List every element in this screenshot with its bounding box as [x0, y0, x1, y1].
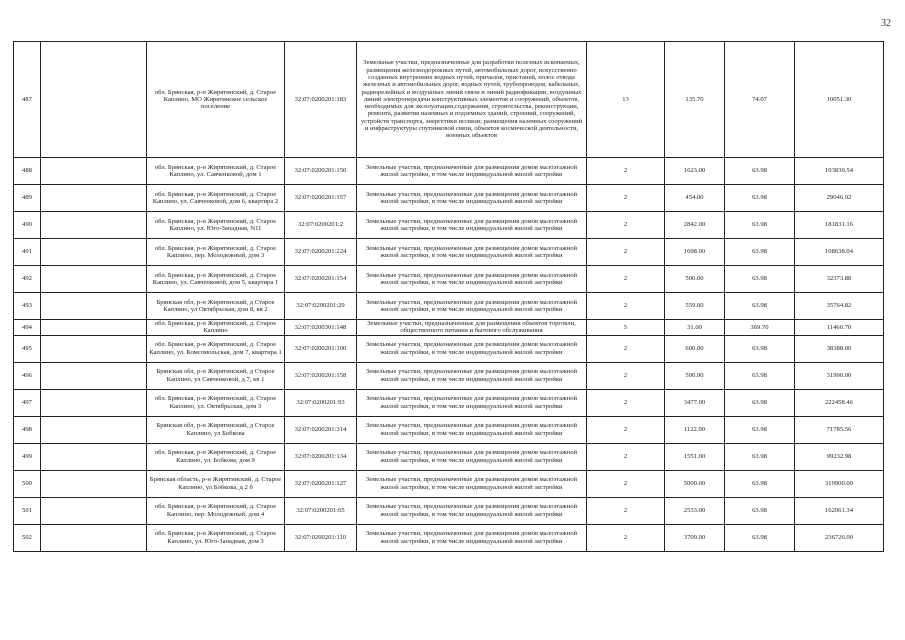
address-cell: Брянская обл, р-н Жирятинский, д Старое Каплино, ул Савченковой, д 7, кв 1: [147, 362, 285, 389]
empty-cell: [41, 443, 147, 470]
unit-value-cell: 63.98: [725, 239, 795, 266]
cadastral-value-cell: 181831.16: [795, 212, 884, 239]
area-cell: 135.70: [665, 42, 725, 158]
unit-value-cell: 63.98: [725, 470, 795, 497]
area-cell: 2842.00: [665, 212, 725, 239]
address-cell: обл. Брянская, р-н Жирятинский, д. Старое Каплино, ул. Юго-Западная, N11: [147, 212, 285, 239]
unit-value-cell: 63.98: [725, 443, 795, 470]
empty-cell: [41, 42, 147, 158]
empty-cell: [41, 497, 147, 524]
area-cell: 454.00: [665, 185, 725, 212]
use-group-cell: 2: [587, 362, 665, 389]
area-cell: 31.00: [665, 320, 725, 336]
row-number-cell: 498: [14, 416, 41, 443]
address-cell: обл. Брянская, р-н Жирятинский, д. Старое Каплино, ул. Юго-Западная, дом 3: [147, 524, 285, 551]
table-body: [14, 42, 884, 552]
unit-value-cell: 63.98: [725, 212, 795, 239]
area-cell: 2533.00: [665, 497, 725, 524]
empty-cell: [41, 335, 147, 362]
address-cell: обл. Брянская, р-н Жирятинский, д. Старое Каплино, ул. Бобкова, дом 9: [147, 443, 285, 470]
row-number-cell: 487: [14, 42, 41, 158]
row-number-cell: 488: [14, 158, 41, 185]
land-use-purpose-cell: Земельные участки, предназначенные для размещения домов малоэтажной жилой застройки, в том числе индивидуальной жилой застройки: [357, 416, 587, 443]
unit-value-cell: 63.98: [725, 497, 795, 524]
cadastral-number-cell: 32:07:0200201:2: [285, 212, 357, 239]
use-group-cell: 2: [587, 443, 665, 470]
land-use-purpose-cell: Земельные участки, предназначенные для размещения домов малоэтажной жилой застройки, в том числе индивидуальной жилой застройки: [357, 266, 587, 293]
land-use-purpose-cell: Земельные участки, предназначенные для размещения домов малоэтажной жилой застройки, в том числе индивидуальной жилой застройки: [357, 362, 587, 389]
row-number-cell: 500: [14, 470, 41, 497]
page-number: 32: [881, 18, 891, 29]
empty-cell: [41, 320, 147, 336]
cadastral-number-cell: 32:07:0200201:127: [285, 470, 357, 497]
table-row: [14, 266, 884, 293]
land-use-purpose-cell: Земельные участки, предназначенные для разработки полезных ископаемых, размещения железнодорожных путей, автомобильных дорог, искусственно созданных внутренних водных путей, причалов, пристаней, полос отвода железных и автомобильных дорог, водных путей, трубопроводов, кабельных, радиорелейных и воздушных линий связи и линий радиофикации, воздушных линий электропередачи конструктивных элементов и сооружений, объектов, необходимых для эксплуатации,содержания, строительства, реконструкции, ремонта, развития наземных и подземных зданий, строений, сооружений, устройств транспорта, энергетики иссвязи; размещения наземных сооружений и инфраструктуры спутниковой связи, объектов космической деятельности, военных объектов: [357, 42, 587, 158]
cadastral-value-cell: 222458.46: [795, 389, 884, 416]
use-group-cell: 2: [587, 185, 665, 212]
land-use-purpose-cell: Земельные участки, предназначенные для размещения домов малоэтажной жилой застройки, в том числе индивидуальной жилой застройки: [357, 158, 587, 185]
area-cell: 500.00: [665, 362, 725, 389]
empty-cell: [41, 362, 147, 389]
unit-value-cell: 63.98: [725, 416, 795, 443]
address-cell: обл. Брянская, р-н Жирятинский, д. Старое Каплино, ул. Октябрьская, дом 3: [147, 389, 285, 416]
use-group-cell: 2: [587, 266, 665, 293]
area-cell: 1623.00: [665, 158, 725, 185]
address-cell: Брянская область, р-н Жирятинский, д. Старое Каплино, ул Бобкова, д 2 б: [147, 470, 285, 497]
address-cell: обл. Брянская, р-н Жирятинский, д. Старое Каплино, ул. Комсомольская, дом 7, квартира 1: [147, 335, 285, 362]
area-cell: 559.00: [665, 293, 725, 320]
land-use-purpose-cell: Земельные участки, предназначенные для размещения домов малоэтажной жилой застройки, в том числе индивидуальной жилой застройки: [357, 497, 587, 524]
area-cell: 1122.00: [665, 416, 725, 443]
cadastral-value-cell: 11460.70: [795, 320, 884, 336]
use-group-cell: 13: [587, 42, 665, 158]
row-number-cell: 492: [14, 266, 41, 293]
unit-value-cell: 63.98: [725, 335, 795, 362]
cadastral-number-cell: 32:07:0200201:134: [285, 443, 357, 470]
cadastral-value-cell: 162061.34: [795, 497, 884, 524]
empty-cell: [41, 239, 147, 266]
empty-cell: [41, 524, 147, 551]
cadastral-number-cell: 32:07:0200201:158: [285, 362, 357, 389]
address-cell: обл. Брянская, р-н Жирятинский, д. Старое Каплино: [147, 320, 285, 336]
address-cell: обл. Брянская, р-н Жирятинский, д. Старое Каплино, ул. Савченковой, дом 1: [147, 158, 285, 185]
cadastral-number-cell: 32:07:0200201:65: [285, 497, 357, 524]
cadastral-value-cell: 103839.54: [795, 158, 884, 185]
table-row: [14, 497, 884, 524]
cadastral-number-cell: 32:07:0200201:224: [285, 239, 357, 266]
use-group-cell: 2: [587, 524, 665, 551]
use-group-cell: 2: [587, 239, 665, 266]
unit-value-cell: 63.98: [725, 293, 795, 320]
area-cell: 3700.00: [665, 524, 725, 551]
use-group-cell: 2: [587, 416, 665, 443]
cadastral-number-cell: 32:07:0200201:314: [285, 416, 357, 443]
cadastral-number-cell: 32:07:0200201:183: [285, 42, 357, 158]
row-number-cell: 499: [14, 443, 41, 470]
row-number-cell: 495: [14, 335, 41, 362]
unit-value-cell: 369.70: [725, 320, 795, 336]
area-cell: 1698.00: [665, 239, 725, 266]
address-cell: обл. Брянская, р-н Жирятинский, д. Старое Каплино, МО Жирятинское сельское поселение: [147, 42, 285, 158]
unit-value-cell: 63.98: [725, 266, 795, 293]
row-number-cell: 502: [14, 524, 41, 551]
table-row: [14, 389, 884, 416]
empty-cell: [41, 389, 147, 416]
cadastral-number-cell: 32:07:0200301:148: [285, 320, 357, 336]
land-use-purpose-cell: Земельные участки, предназначенные для размещения домов малоэтажной жилой застройки, в том числе индивидуальной жилой застройки: [357, 212, 587, 239]
cadastral-number-cell: 32:07:0200201:154: [285, 266, 357, 293]
cadastral-number-cell: 32:07:0200201:150: [285, 158, 357, 185]
land-use-purpose-cell: Земельные участки, предназначенные для размещения объектов торговли, общественного питания и бытового обслуживания: [357, 320, 587, 336]
land-use-purpose-cell: Земельные участки, предназначенные для размещения домов малоэтажной жилой застройки, в том числе индивидуальной жилой застройки: [357, 524, 587, 551]
use-group-cell: 2: [587, 389, 665, 416]
unit-value-cell: 63.98: [725, 362, 795, 389]
empty-cell: [41, 185, 147, 212]
table-row: [14, 443, 884, 470]
land-use-purpose-cell: Земельные участки, предназначенные для размещения домов малоэтажной жилой застройки, в том числе индивидуальной жилой застройки: [357, 470, 587, 497]
cadastral-value-cell: 71785.56: [795, 416, 884, 443]
area-cell: 1551.00: [665, 443, 725, 470]
cadastral-value-cell: 236726.00: [795, 524, 884, 551]
land-use-purpose-cell: Земельные участки, предназначенные для размещения домов малоэтажной жилой застройки, в том числе индивидуальной жилой застройки: [357, 335, 587, 362]
cadastral-number-cell: 32:07:0200201:29: [285, 293, 357, 320]
row-number-cell: 501: [14, 497, 41, 524]
row-number-cell: 489: [14, 185, 41, 212]
cadastral-number-cell: 32:07:0200201:100: [285, 335, 357, 362]
use-group-cell: 2: [587, 293, 665, 320]
cadastral-value-cell: 10051.30: [795, 42, 884, 158]
address-cell: Брянская обл, р-н Жирятинский, д Старое Каплино, ул Бобкова: [147, 416, 285, 443]
land-use-purpose-cell: Земельные участки, предназначенные для размещения домов малоэтажной жилой застройки, в том числе индивидуальной жилой застройки: [357, 293, 587, 320]
land-use-purpose-cell: Земельные участки, предназначенные для размещения домов малоэтажной жилой застройки, в том числе индивидуальной жилой застройки: [357, 389, 587, 416]
table-row: [14, 42, 884, 158]
cadastral-value-cell: 108638.04: [795, 239, 884, 266]
cadastral-value-cell: 35764.82: [795, 293, 884, 320]
row-number-cell: 490: [14, 212, 41, 239]
land-use-purpose-cell: Земельные участки, предназначенные для размещения домов малоэтажной жилой застройки, в том числе индивидуальной жилой застройки: [357, 443, 587, 470]
use-group-cell: 2: [587, 158, 665, 185]
unit-value-cell: 63.98: [725, 524, 795, 551]
empty-cell: [41, 158, 147, 185]
cadastral-value-cell: 32373.88: [795, 266, 884, 293]
unit-value-cell: 63.98: [725, 185, 795, 212]
empty-cell: [41, 293, 147, 320]
table-row: [14, 320, 884, 336]
table-row: [14, 524, 884, 551]
table-row: [14, 212, 884, 239]
use-group-cell: 2: [587, 497, 665, 524]
use-group-cell: 2: [587, 212, 665, 239]
address-cell: Брянская обл, р-н Жирятинский, д Старое Каплино, ул Октябрьская, дом 8, кв 2: [147, 293, 285, 320]
cadastral-number-cell: 32:07:0200201:110: [285, 524, 357, 551]
cadastral-value-cell: 99232.98: [795, 443, 884, 470]
address-cell: обл. Брянская, р-н Жирятинский, д. Старое Каплино, пер. Молодежный, дом 4: [147, 497, 285, 524]
empty-cell: [41, 212, 147, 239]
address-cell: обл. Брянская, р-н Жирятинский, д. Старое Каплино, ул. Савченковой, дом 5, квартира 1: [147, 266, 285, 293]
unit-value-cell: 63.98: [725, 389, 795, 416]
area-cell: 506.00: [665, 266, 725, 293]
cadastral-number-cell: 32:07:0200201:157: [285, 185, 357, 212]
address-cell: обл. Брянская, р-н Жирятинский, д. Старое Каплино, ул. Савченковой, дом 6, квартира 2: [147, 185, 285, 212]
land-use-purpose-cell: Земельные участки, предназначенные для размещения домов малоэтажной жилой застройки, в том числе индивидуальной жилой застройки: [357, 239, 587, 266]
table-row: [14, 416, 884, 443]
table-row: [14, 362, 884, 389]
table-row: [14, 185, 884, 212]
row-number-cell: 497: [14, 389, 41, 416]
unit-value-cell: 63.98: [725, 158, 795, 185]
empty-cell: [41, 470, 147, 497]
use-group-cell: 2: [587, 335, 665, 362]
use-group-cell: 5: [587, 320, 665, 336]
area-cell: 3477.00: [665, 389, 725, 416]
table-row: [14, 293, 884, 320]
table-row: [14, 470, 884, 497]
land-use-purpose-cell: Земельные участки, предназначенные для размещения домов малоэтажной жилой застройки, в том числе индивидуальной жилой застройки: [357, 185, 587, 212]
address-cell: обл. Брянская, р-н Жирятинский, д. Старое Каплино, пер. Молодежный, дом 3: [147, 239, 285, 266]
use-group-cell: 2: [587, 470, 665, 497]
unit-value-cell: 74.07: [725, 42, 795, 158]
table-row: [14, 239, 884, 266]
cadastral-value-cell: 29046.92: [795, 185, 884, 212]
empty-cell: [41, 416, 147, 443]
empty-cell: [41, 266, 147, 293]
row-number-cell: 491: [14, 239, 41, 266]
cadastral-value-cell: 38388.00: [795, 335, 884, 362]
table-row: [14, 158, 884, 185]
table-row: [14, 335, 884, 362]
land-plots-table: [13, 41, 884, 552]
row-number-cell: 496: [14, 362, 41, 389]
cadastral-value-cell: 31990.00: [795, 362, 884, 389]
cadastral-number-cell: 32:07:0200201:93: [285, 389, 357, 416]
area-cell: 600.00: [665, 335, 725, 362]
row-number-cell: 494: [14, 320, 41, 336]
cadastral-value-cell: 319900.00: [795, 470, 884, 497]
row-number-cell: 493: [14, 293, 41, 320]
area-cell: 5000.00: [665, 470, 725, 497]
